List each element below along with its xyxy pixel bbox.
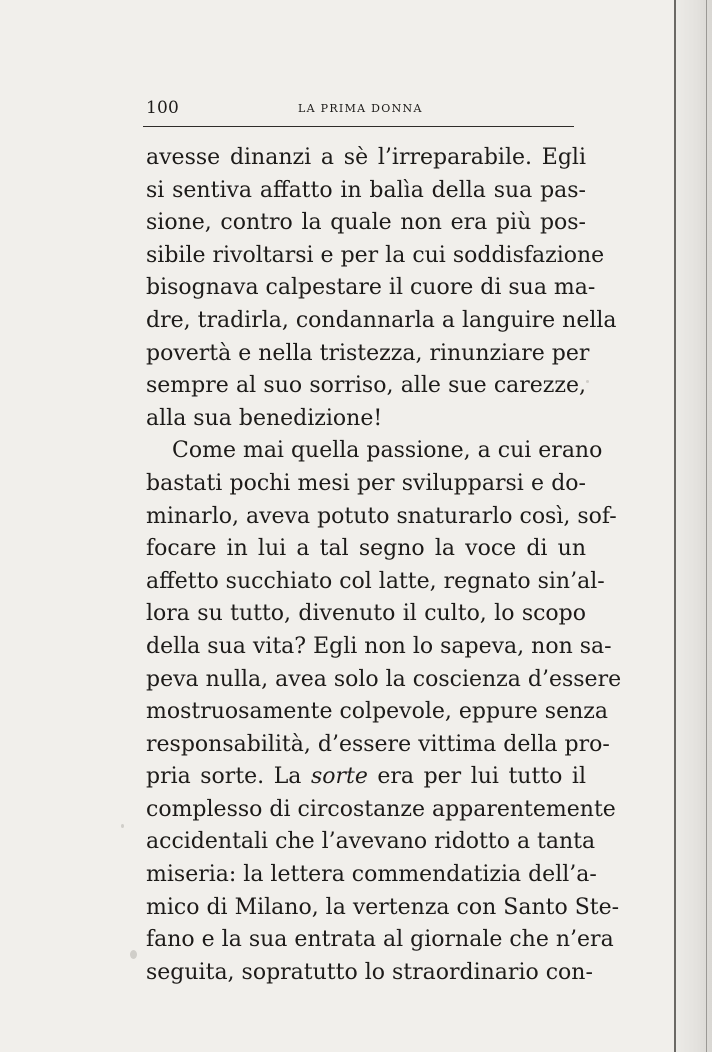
text-line: focare in lui a tal segno la voce di un bbox=[146, 536, 586, 562]
running-header bbox=[146, 98, 574, 122]
paragraph-end-line: alla sua benedizione! bbox=[146, 405, 383, 431]
text-line: seguita, sopratutto lo straordinario con- bbox=[146, 959, 593, 985]
ink-smudge bbox=[130, 950, 137, 959]
text-line: si sentiva affatto in balìa della sua pas- bbox=[146, 177, 586, 203]
text-line: della sua vita? Egli non lo sapeva, non sa- bbox=[146, 633, 612, 659]
text-line: sione, contro la quale non era più pos- bbox=[146, 210, 586, 236]
ink-speck bbox=[121, 824, 124, 828]
page-edge-line-outer bbox=[706, 0, 707, 1052]
ink-speck bbox=[586, 380, 589, 383]
text-line: miseria: la lettera commendatizia dell’a- bbox=[146, 862, 597, 888]
text-line: affetto succhiato col latte, regnato sin’al- bbox=[146, 568, 605, 594]
text-line: povertà e nella tristezza, rinunziare per bbox=[146, 340, 590, 366]
text-line: bisognava calpestare il cuore di sua ma- bbox=[146, 275, 596, 301]
text-line: bastati pochi mesi per svilupparsi e do- bbox=[146, 470, 586, 496]
text-line: responsabilità, d’essere vittima della pro- bbox=[146, 731, 610, 757]
text-line: dre, tradirla, condannarla a languire nella bbox=[146, 307, 617, 333]
text-line: complesso di circostanze apparentemente bbox=[146, 796, 616, 822]
running-title: LA PRIMA DONNA bbox=[298, 102, 423, 115]
paragraph-first-line: Come mai quella passione, a cui erano bbox=[172, 438, 603, 464]
page-number: 100 bbox=[146, 98, 180, 118]
text-line: lora su tutto, divenuto il culto, lo scopo bbox=[146, 601, 586, 627]
text-line: accidentali che l’avevano ridotto a tanta bbox=[146, 829, 596, 855]
text-line: mostruosamente colpevole, eppure senza bbox=[146, 699, 608, 725]
text-line: peva nulla, avea solo la coscienza d’essere bbox=[146, 666, 622, 692]
text-line: fano e la sua entrata al giornale che n’era bbox=[146, 927, 614, 953]
text-line: sempre al suo sorriso, alle sue carezze, bbox=[146, 373, 586, 399]
text-line: sibile rivoltarsi e per la cui soddisfazione bbox=[146, 242, 605, 268]
body-text bbox=[146, 142, 622, 989]
text-line: avesse dinanzi a sè l’irreparabile. Egli bbox=[146, 145, 586, 170]
text-line: mico di Milano, la vertenza con Santo Ste- bbox=[146, 894, 620, 920]
text-line: minarlo, aveva potuto snaturarlo così, sof- bbox=[146, 503, 617, 529]
text-line: pria sorte. La sorte era per lui tutto il bbox=[146, 764, 586, 790]
header-rule bbox=[143, 126, 574, 127]
page-edge-line bbox=[674, 0, 676, 1052]
